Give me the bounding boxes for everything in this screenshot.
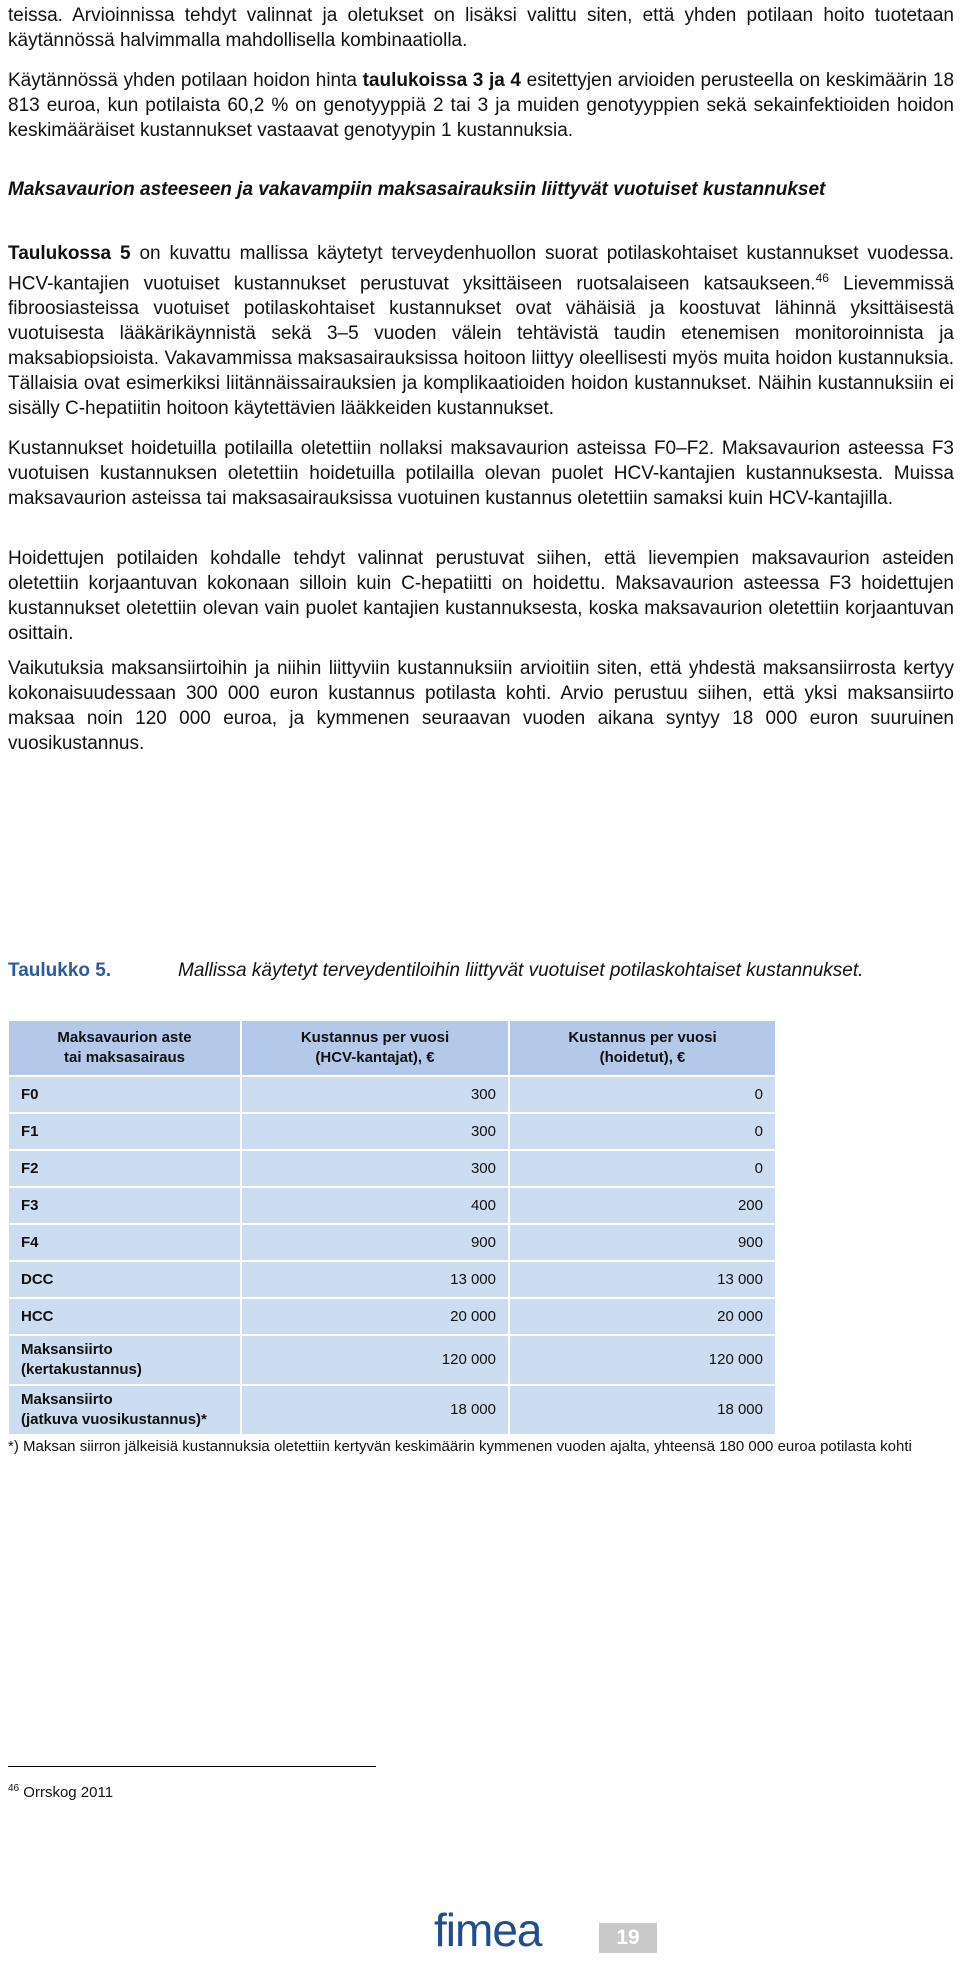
row-label-line: (jatkuva vuosikustannus)*: [21, 1411, 207, 1428]
row-label: [9, 1187, 241, 1224]
text-run: esitettyjen arvioiden perusteella on keskimäärin 18 813 euroa, kun potilaista 60,2 % on genotyyppiä 2 tai 3 ja muiden genotyyppien sekä sekainfektioiden hoidon keskimääräiset kustannukset vastaavat genotyypin 1 kustannuksia.: [8, 70, 955, 141]
cost-table: [9, 1021, 775, 1436]
hcv-cost-cell: 120 000: [241, 1335, 509, 1385]
treated-cost-cell: 18 000: [509, 1385, 775, 1435]
row-label-line: F2: [21, 1160, 39, 1177]
hcv-cost-cell: 20 000: [241, 1298, 509, 1335]
hcv-cost-cell: 300: [241, 1076, 509, 1113]
row-label-line: F3: [21, 1197, 39, 1214]
treated-cost-cell: 200: [509, 1187, 775, 1224]
footnote: [8, 1779, 113, 1803]
hcv-cost-cell: 400: [241, 1187, 509, 1224]
section-heading: Maksavaurion asteeseen ja vakavampiin maksasairauksiin liittyvät vuotuiset kustannukset: [8, 179, 826, 200]
header-line: Kustannus per vuosi: [300, 1029, 450, 1046]
row-label: [9, 1385, 241, 1435]
table-caption-text: Mallissa käytetyt terveydentiloihin liittyvät vuotuiset potilaskohtaiset kustannukset.: [178, 960, 864, 981]
treated-cost-cell: 120 000: [509, 1335, 775, 1385]
table-row: [9, 1224, 775, 1261]
table-header-row: [9, 1021, 775, 1076]
table-row: [9, 1335, 775, 1385]
paragraph-transplant: Vaikutuksia maksansiirtoihin ja niihin liittyviin kustannuksiin arvioitiin siten, että yhdestä maksansiirrosta kertyy kokonaisuudessaan 300 000 euron kustannus potilasta kohti. Arvio perustuu siihen, että yksi maksansiirto maksaa noin 120 000 euroa, ja kymmenen seuraavan vuoden aikana syntyy 18 000 euron suuruinen vuosikustannus.: [8, 658, 954, 754]
table-row: [9, 1076, 775, 1113]
row-label: [9, 1150, 241, 1187]
treated-cost-cell: 0: [509, 1150, 775, 1187]
treated-cost-cell: 900: [509, 1224, 775, 1261]
hcv-cost-cell: 18 000: [241, 1385, 509, 1435]
row-label-line: Maksansiirto: [21, 1341, 113, 1358]
text-run: Lievemmissä fibroosiasteissa vuotuiset potilaskohtaiset kustannukset ovat vähäisiä ja koostuvat lähinnä yksittäisestä vuotuisesta lääkärikäynnistä sekä 3–5 vuoden välein tehtävistä taudin etenemisen monitoroinnista ja maksabiopsioista. Vakavammissa maksasairauksissa hoitoon liittyy oleellisesti myös muita hoidon kustannuksia. Tällaisia ovat esimerkiksi liitännäissairauksien ja komplikaatioiden hoidon kustannukset. Näihin kustannuksiin ei sisälly C-hepatiitin hoitoon käytettävien lääkkeiden kustannukset.: [8, 273, 954, 420]
table-body: [9, 1076, 775, 1435]
treated-cost-cell: 0: [509, 1113, 775, 1150]
paragraph-intro: teissa. Arvioinnissa tehdyt valinnat ja oletukset on lisäksi valittu siten, että yhden potilaan hoito tuotetaan käytännössä halvimmalla mahdollisella kombinaatiolla.: [8, 5, 954, 51]
hcv-cost-cell: 300: [241, 1113, 509, 1150]
table-row: [9, 1385, 775, 1435]
paragraph-cost-summary: [8, 68, 954, 143]
column-header-hcv-cost: [241, 1021, 509, 1076]
row-label: [9, 1298, 241, 1335]
table-row: [9, 1298, 775, 1335]
row-label: [9, 1224, 241, 1261]
header-line: Kustannus per vuosi: [568, 1029, 717, 1046]
row-label-line: F0: [21, 1086, 39, 1103]
row-label: [9, 1113, 241, 1150]
column-header-condition: [9, 1021, 241, 1076]
treated-cost-cell: 13 000: [509, 1261, 775, 1298]
row-label-line: F4: [21, 1234, 39, 1251]
column-header-treated-cost: [509, 1021, 775, 1076]
header-line: (hoidetut), €: [599, 1049, 686, 1066]
footnote-divider: [8, 1766, 376, 1767]
row-label-line: DCC: [21, 1271, 54, 1288]
text-run: on kuvattu mallissa käytetyt terveydenhuollon suorat potilaskohtaiset kustannukset vuodessa. HCV-kantajien vuotuiset kustannukset perustuvat yksittäiseen ruotsalaiseen katsaukseen.: [8, 243, 954, 295]
treated-cost-cell: 20 000: [509, 1298, 775, 1335]
row-label-line: F1: [21, 1123, 39, 1140]
header-line: Maksavaurion aste: [57, 1029, 192, 1046]
fimea-logo: [434, 1906, 574, 1954]
page-number: 19: [599, 1923, 657, 1953]
row-label-line: HCC: [21, 1308, 54, 1325]
header-line: (HCV-kantajat), €: [315, 1049, 435, 1066]
footnote-reference: 46: [815, 271, 829, 285]
row-label-line: Maksansiirto: [21, 1391, 113, 1408]
hcv-cost-cell: 13 000: [241, 1261, 509, 1298]
table-reference: Taulukossa 5: [8, 243, 131, 264]
table-caption-label: Taulukko 5.: [8, 960, 112, 981]
table-note: *) Maksan siirron jälkeisiä kustannuksia oletettiin kertyvän keskimäärin kymmenen vuoden ajalta, yhteensä 180 000 euroa potilasta kohti: [8, 1438, 912, 1455]
row-label: [9, 1335, 241, 1385]
hcv-cost-cell: 300: [241, 1150, 509, 1187]
treated-cost-cell: 0: [509, 1076, 775, 1113]
row-label-line: (kertakustannus): [21, 1361, 142, 1378]
row-label: [9, 1076, 241, 1113]
logo-wordmark: fimea: [434, 1906, 542, 1954]
footnote-number: 46: [8, 1783, 20, 1794]
header-line: tai maksasairaus: [64, 1049, 185, 1066]
table-row: [9, 1187, 775, 1224]
table-reference: taulukoissa 3 ja 4: [362, 70, 521, 91]
table-row: [9, 1261, 775, 1298]
row-label: [9, 1261, 241, 1298]
paragraph-treated-costs: Kustannukset hoidetuilla potilailla oletettiin nollaksi maksavaurion asteissa F0–F2. Maksavaurion asteessa F3 vuotuisen kustannuksen oletettiin hoidetuilla potilailla olevan puolet HCV-kantajien kustannuksesta. Muissa maksavaurion asteissa tai maksasairauksissa vuotuinen kustannus oletettiin samaksi kuin HCV-kantajilla.: [8, 438, 954, 509]
hcv-cost-cell: 900: [241, 1224, 509, 1261]
paragraph-treated-rationale: Hoidettujen potilaiden kohdalle tehdyt valinnat perustuvat siihen, että lievempien maksavaurion asteiden oletettiin korjaantuvan kokonaan silloin kuin C-hepatiitti on hoidettu. Maksavaurion asteessa F3 hoidettujen kustannukset oletettiin olevan vain puolet kantajien kustannuksesta, koska maksavaurion oletettiin korjaantuvan osittain.: [8, 548, 954, 644]
text-run: Käytännössä yhden potilaan hoidon hinta: [8, 70, 363, 91]
footnote-text: Orrskog 2011: [19, 1784, 114, 1801]
paragraph-table-description: [8, 241, 954, 421]
table-row: [9, 1150, 775, 1187]
table-row: [9, 1113, 775, 1150]
